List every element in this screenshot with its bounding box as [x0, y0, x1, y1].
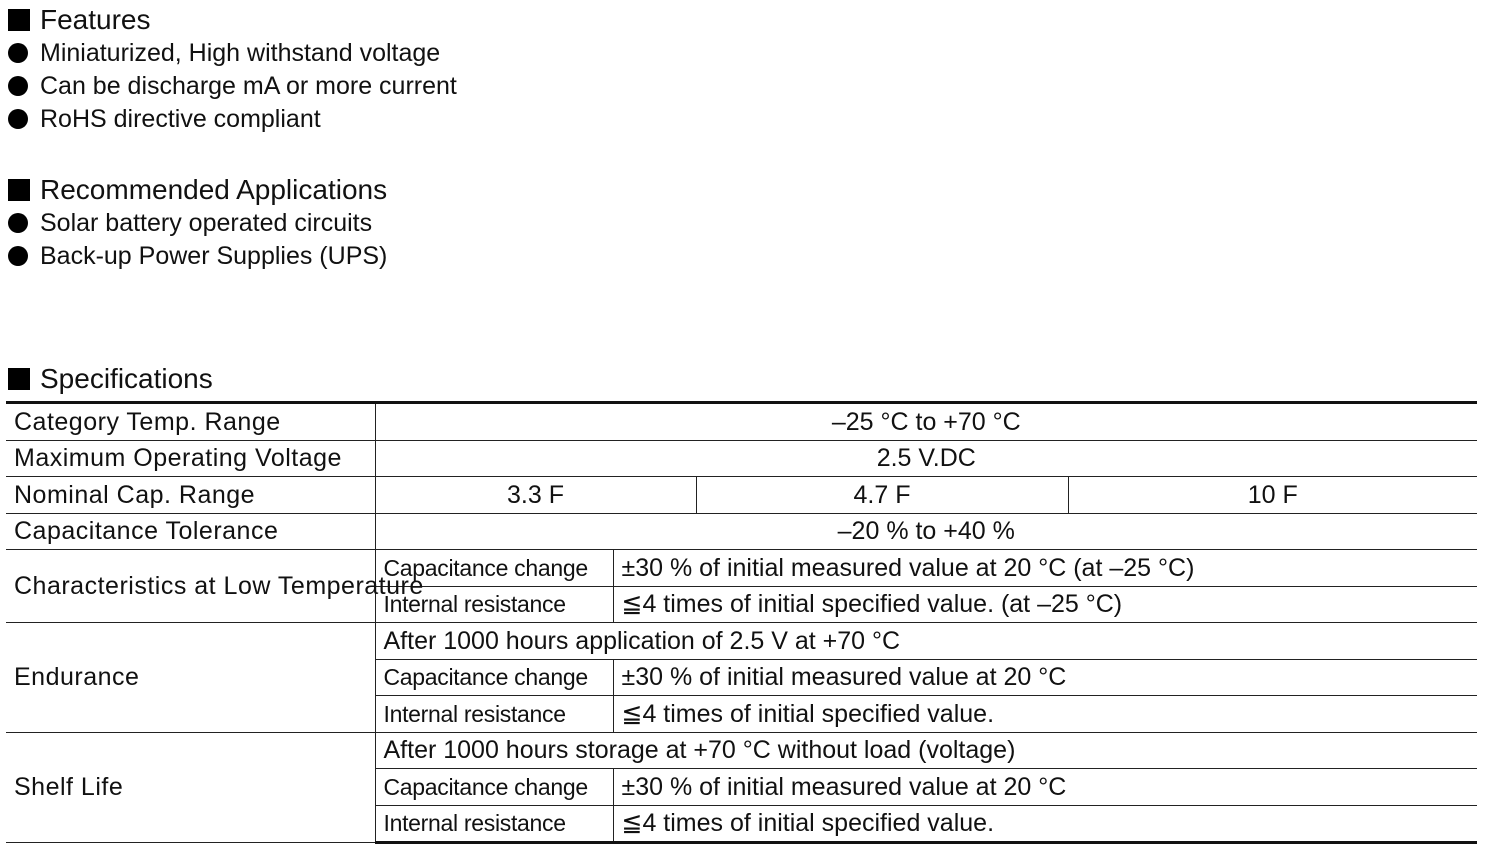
- condition-text: After 1000 hours storage at +70 °C without load (voltage): [375, 732, 1477, 769]
- table-row: [6, 732, 1477, 769]
- table-row: [6, 440, 1477, 477]
- spec-value: ±30 % of initial measured value at 20 °C: [613, 659, 1477, 696]
- table-row: [6, 623, 1477, 660]
- table-row: [6, 403, 1477, 441]
- spec-label: Endurance: [6, 623, 375, 733]
- sub-label: Capacitance change: [375, 550, 613, 587]
- applications-heading: [8, 173, 387, 207]
- sub-label: Capacitance change: [375, 769, 613, 806]
- spec-label: Category Temp. Range: [6, 403, 375, 441]
- feature-item-text: Can be discharge mA or more current: [40, 72, 457, 100]
- spec-value: ±30 % of initial measured value at 20 °C: [613, 769, 1477, 806]
- sub-label: Internal resistance: [375, 696, 613, 733]
- sub-label: Internal resistance: [375, 805, 613, 843]
- square-bullet-icon: [8, 9, 30, 31]
- feature-item: [8, 37, 440, 69]
- spec-value: ±30 % of initial measured value at 20 °C (at –25 °C): [613, 550, 1477, 587]
- cap-value: 3.3 F: [375, 477, 696, 514]
- round-bullet-icon: [8, 43, 28, 63]
- table-row: [6, 477, 1477, 514]
- feature-item: [8, 103, 321, 135]
- application-item-text: Solar battery operated circuits: [40, 209, 373, 237]
- application-item: [8, 207, 372, 239]
- specifications-table: [6, 401, 1477, 844]
- square-bullet-icon: [8, 368, 30, 390]
- cap-value: 4.7 F: [696, 477, 1068, 514]
- round-bullet-icon: [8, 76, 28, 96]
- table-row: [6, 513, 1477, 550]
- condition-text: After 1000 hours application of 2.5 V at +70 °C: [375, 623, 1477, 660]
- round-bullet-icon: [8, 213, 28, 233]
- feature-item-text: RoHS directive compliant: [40, 105, 321, 133]
- spec-label: Nominal Cap. Range: [6, 477, 375, 514]
- features-heading: [8, 3, 151, 37]
- table-row: [6, 550, 1477, 587]
- spec-value: –20 % to +40 %: [375, 513, 1477, 550]
- feature-item-text: Miniaturized, High withstand voltage: [40, 39, 441, 67]
- specifications-title: Specifications: [40, 363, 213, 394]
- spec-label: Shelf Life: [6, 732, 375, 843]
- spec-value: 2.5 V.DC: [375, 440, 1477, 477]
- spec-value: ≦4 times of initial specified value.: [613, 805, 1477, 843]
- cap-value: 10 F: [1068, 477, 1477, 514]
- application-item-text: Back-up Power Supplies (UPS): [40, 242, 388, 270]
- square-bullet-icon: [8, 179, 30, 201]
- spec-label: Capacitance Tolerance: [6, 513, 375, 550]
- feature-item: [8, 70, 457, 102]
- spec-label: Maximum Operating Voltage: [6, 440, 375, 477]
- specifications-heading: [8, 362, 213, 396]
- spec-label: Characteristics at Low Temperature: [6, 550, 375, 623]
- sub-label: Internal resistance: [375, 586, 613, 623]
- round-bullet-icon: [8, 246, 28, 266]
- applications-title: Recommended Applications: [40, 174, 388, 205]
- features-title: Features: [40, 4, 151, 35]
- sub-label: Capacitance change: [375, 659, 613, 696]
- spec-value: ≦4 times of initial specified value.: [613, 696, 1477, 733]
- application-item: [8, 240, 387, 272]
- spec-value: ≦4 times of initial specified value. (at –25 °C): [613, 586, 1477, 623]
- round-bullet-icon: [8, 109, 28, 129]
- spec-value: –25 °C to +70 °C: [375, 403, 1477, 441]
